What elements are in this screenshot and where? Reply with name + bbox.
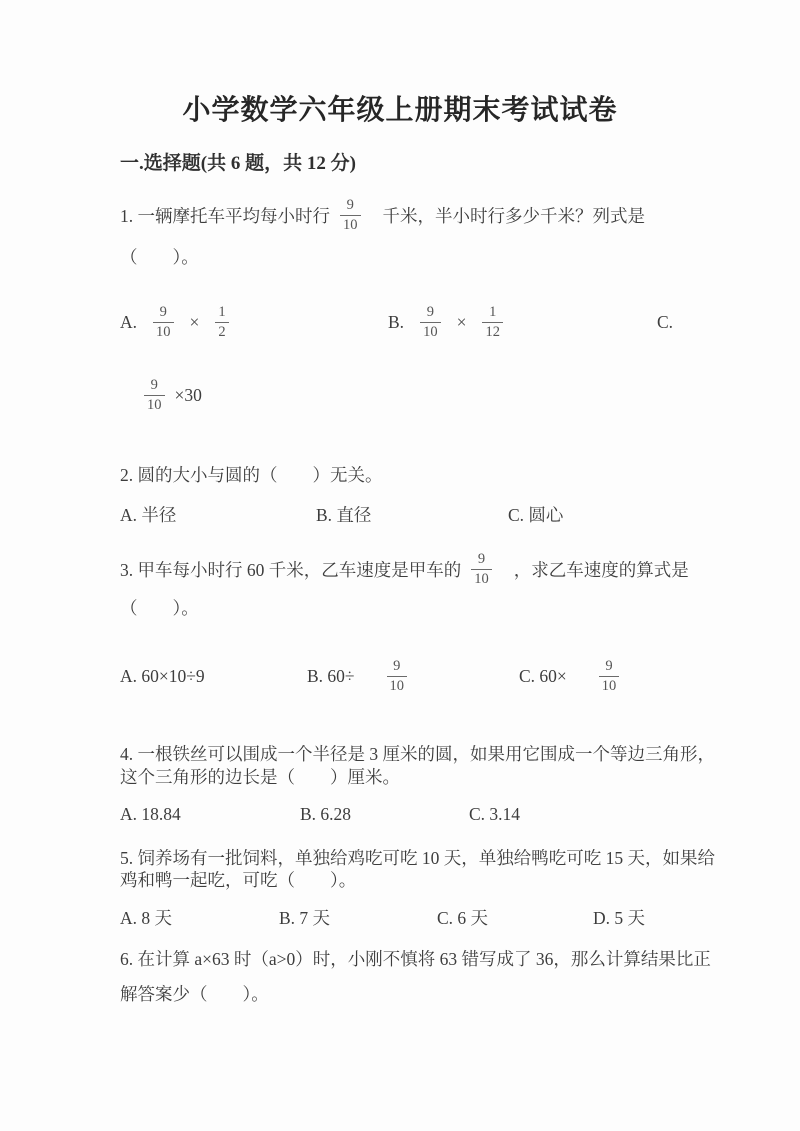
option-label: A. 60×10÷9: [120, 665, 205, 686]
question-5-line-2: 鸡和鸭一起吃，可吃（ ）。: [120, 870, 357, 890]
fraction-9-10: [144, 377, 165, 412]
fraction-9-10: [599, 658, 620, 693]
question-1-option-b: [388, 302, 519, 342]
fraction-numerator: 1: [218, 304, 226, 321]
multiply-sign: ×: [189, 311, 200, 332]
fraction-denominator: 10: [387, 676, 408, 694]
question-1-options: [120, 302, 700, 342]
question-5-line-1: 5. 饲养场有一批饲料，单独给鸡吃可吃 10 天，单独给鸭吃可吃 15 天，如果给: [120, 848, 715, 868]
question-2-line-1: 2. 圆的大小与圆的（ ）无关。: [120, 465, 383, 485]
fraction-9-10: [340, 197, 361, 232]
question-3-line-1: [120, 549, 689, 589]
question-3-option-b: [307, 656, 407, 696]
question-5-option-c: C. 6 天: [437, 908, 489, 928]
fraction-numerator: 9: [477, 551, 486, 568]
fraction-denominator: 10: [340, 215, 361, 233]
question-5-option-b: B. 7 天: [279, 908, 331, 928]
option-label: C. 60×: [519, 665, 567, 686]
question-3-answer-blank: （ ）。: [120, 598, 199, 618]
question-1-text-post: 千米，半小时行多少千米？列式是: [382, 205, 645, 226]
question-2-option-a: A. 半径: [120, 505, 177, 525]
option-c-expression: [144, 375, 202, 415]
question-3-text-pre: 3. 甲车每小时行 60 千米，乙车速度是甲车的: [120, 559, 462, 580]
question-1-text-pre: 1. 一辆摩托车平均每小时行: [120, 205, 330, 226]
fraction-9-10: [420, 304, 441, 339]
fraction-denominator: 10: [471, 569, 492, 587]
fraction-numerator: 9: [150, 377, 158, 394]
option-label: C.: [657, 311, 674, 332]
question-3-option-c: [519, 656, 619, 696]
fraction-numerator: 9: [159, 304, 167, 321]
question-1-option-c-continued: [120, 375, 700, 415]
option-label: B.: [388, 311, 405, 332]
question-5-option-a: A. 8 天: [120, 908, 173, 928]
question-1-answer-blank: （ ）。: [120, 247, 199, 267]
question-1-option-c: [657, 302, 673, 342]
fraction-denominator: 10: [144, 395, 165, 413]
question-2-options: [120, 502, 720, 526]
fraction-numerator: 1: [489, 304, 497, 321]
fraction-denominator: 2: [215, 322, 228, 340]
question-3-option-a: [120, 656, 205, 696]
question-6-line-1: 6. 在计算 a×63 时（a>0）时，小刚不慎将 63 错写成了 36，那么计算结果比正: [120, 949, 711, 969]
fraction-numerator: 9: [605, 658, 613, 675]
question-4-line-1: 4. 一根铁丝可以围成一个半径是 3 厘米的圆，如果用它围成一个等边三角形，: [120, 744, 715, 764]
question-5-options: [120, 905, 720, 929]
fraction-9-10: [153, 304, 174, 339]
fraction-denominator: 10: [599, 676, 620, 694]
fraction-denominator: 12: [482, 322, 503, 340]
question-4-option-b: B. 6.28: [300, 804, 352, 824]
question-2-option-b: B. 直径: [316, 505, 372, 525]
question-6-line-2: 解答案少（ ）。: [120, 984, 269, 1004]
fraction-numerator: 9: [346, 197, 354, 214]
fraction-denominator: 10: [153, 322, 174, 340]
fraction-denominator: 10: [420, 322, 441, 340]
page-title: 小学数学六年级上册期末考试试卷: [182, 95, 618, 126]
question-3-options: [120, 656, 700, 696]
option-label: A.: [120, 311, 138, 332]
question-1-option-a: [120, 302, 245, 342]
multiply-sign: ×: [456, 311, 467, 332]
question-5-option-d: D. 5 天: [593, 908, 646, 928]
question-4-option-c: C. 3.14: [469, 804, 521, 824]
fraction-1-2: [215, 304, 228, 339]
question-4-option-a: A. 18.84: [120, 804, 181, 824]
section-header: 一.选择题(共 6 题，共 12 分): [120, 153, 356, 174]
fraction-9-10: [471, 551, 492, 586]
option-expression-tail: ×30: [174, 384, 202, 405]
question-2-option-c: C. 圆心: [508, 505, 564, 525]
question-4-options: [120, 804, 720, 828]
fraction-9-10: [387, 658, 408, 693]
fraction-numerator: 9: [426, 304, 434, 321]
fraction-1-12: [482, 304, 503, 339]
option-label: B. 60÷: [307, 665, 355, 686]
question-1-line-1: [120, 195, 645, 235]
question-4-line-2: 这个三角形的边长是（ ）厘米。: [120, 767, 400, 787]
question-3-text-post: ，求乙车速度的算式是: [513, 559, 689, 580]
fraction-numerator: 9: [393, 658, 401, 675]
